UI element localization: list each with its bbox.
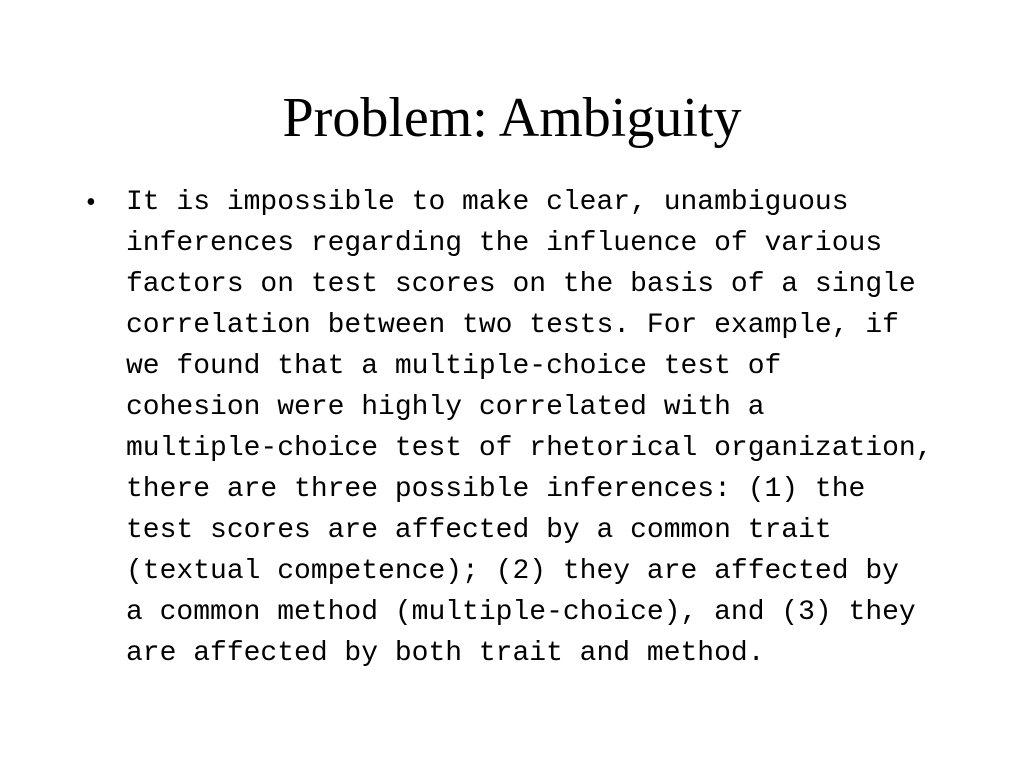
- bullet-line: inferences regarding the influence of various: [126, 228, 883, 259]
- bullet-line: correlation between two tests. For example, if: [126, 310, 899, 341]
- bullet-line: It is impossible to make clear, unambiguous: [126, 187, 849, 218]
- bullet-line: multiple-choice test of rhetorical organization,: [126, 433, 933, 464]
- bullet-line: cohesion were highly correlated with a: [126, 392, 765, 423]
- bullet-line: test scores are affected by a common trait: [126, 515, 832, 546]
- bullet-list: [86, 182, 956, 674]
- bullet-line: (textual competence); (2) they are affected by: [126, 556, 899, 587]
- slide-title: Problem: Ambiguity: [282, 87, 742, 149]
- bullet-line: are affected by both trait and method.: [126, 638, 765, 669]
- bullet-item: [86, 182, 956, 674]
- bullet-line: there are three possible inferences: (1) the: [126, 474, 866, 505]
- bullet-line: a common method (multiple-choice), and (3) they: [126, 597, 916, 628]
- bullet-line: we found that a multiple-choice test of: [126, 351, 782, 382]
- bullet-line: factors on test scores on the basis of a single: [126, 269, 916, 300]
- bullet-marker: •: [86, 187, 96, 218]
